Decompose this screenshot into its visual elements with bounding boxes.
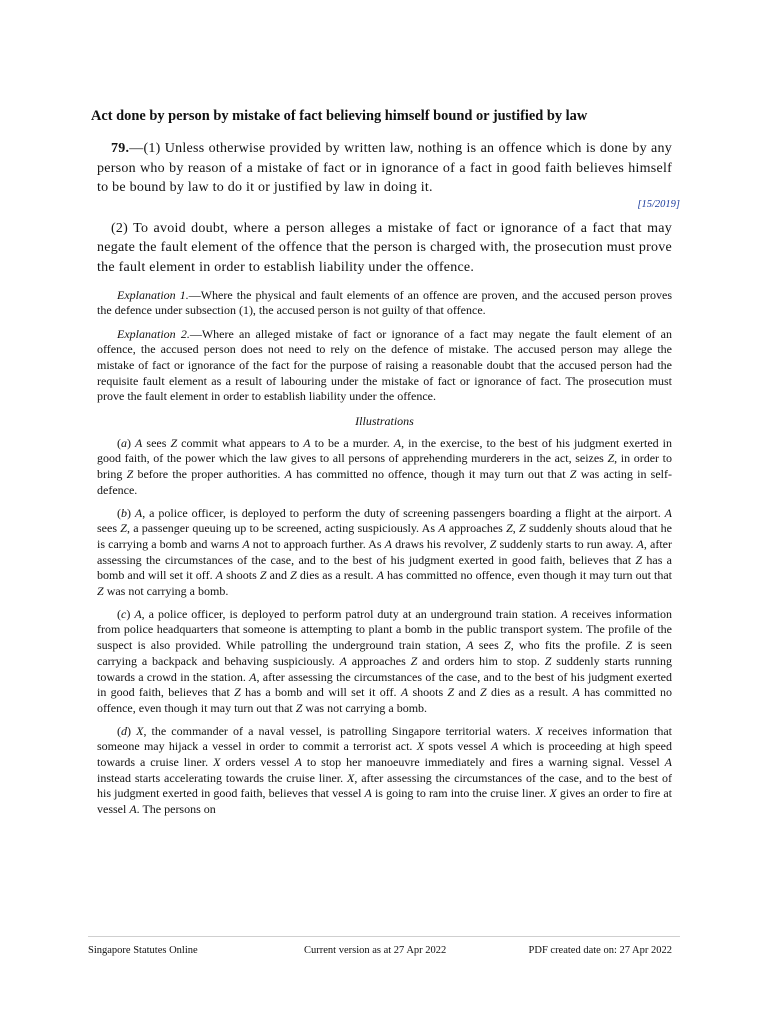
explanation-2-text: —Where an alleged mistake of fact or ignorance of a fact may negate the fault element of an offence, the accused person does not need to rely on the defence of mistake. The accused person may allege the mistake of fact or ignorance of the fact for the purpose of raising a reasonable doubt that the accused person had the requisite fault element as a result of labouring under the mistake of fact or ignorance of fact. The prosecution must prove the fault element in order to establish liability under the offence. xyxy=(97,326,672,404)
illustration-label: (a) xyxy=(117,435,136,450)
illustration-text: A, a police officer, is deployed to perform the duty of screening passengers boarding a flight at the airport. A sees Z, a passenger queuing up to be screened, acting suspiciously. As A approaches Z, Z suddenly shouts aloud that he is carrying a bomb and warns A not to approach further. As A draws his revolver, Z suddenly starts to run away. A, after assessing the circumstances of the case, and to the best of his judgment exerted in good faith, believes that Z has a bomb and will set it off. A shoots Z and Z dies as a result. A has committed no offence, even though it may turn out that Z was not carrying a bomb. xyxy=(97,505,673,599)
subsection-1-text: —(1) Unless otherwise provided by written law, nothing is an offence which is done by any person who by reason of a mistake of fact or in ignorance of a fact in good faith believes himself to be bound by law to do it or justified by law in doing it. xyxy=(97,141,672,196)
page-footer xyxy=(88,945,672,961)
explanation-2-label: Explanation 2. xyxy=(117,326,190,341)
subsection-2: (2) To avoid doubt, where a person alleges a mistake of fact or ignorance of a fact that may negate the fault element of the offence that the person is charged with, the prosecution must prove the fault element in order to establish liability under the offence. xyxy=(97,220,672,275)
illustration-a xyxy=(97,436,672,499)
illustration-label: (c) xyxy=(117,606,135,621)
explanation-1-text: —Where the physical and fault elements of an offence are proven, and the accused person proves the defence under subsection (1), the accused person is not guilty of that offence. xyxy=(97,287,672,318)
statute-page xyxy=(91,108,680,825)
illustration-text: A sees Z commit what appears to A to be a murder. A, in the exercise, to the best of his judgment exerted in good faith, of the power which the law gives to all persons of apprehending murderers in the act, seizes Z, in order to bring Z before the proper authorities. A has committed no offence, though it may turn out that Z was acting in self-defence. xyxy=(97,435,673,497)
explanation-1-label: Explanation 1. xyxy=(117,287,189,302)
explanation-1 xyxy=(97,288,672,319)
section-heading: Act done by person by mistake of fact believing himself bound or justified by law xyxy=(91,108,588,124)
section-number: 79. xyxy=(111,141,130,156)
subsection-1 xyxy=(97,139,672,198)
illustration-d xyxy=(97,724,672,818)
footer-version: Current version as at 27 Apr 2022 xyxy=(304,945,447,956)
explanation-2 xyxy=(97,327,672,405)
illustrations-title: Illustrations xyxy=(355,413,414,428)
illustrations-list xyxy=(97,436,672,818)
illustration-text: X, the commander of a naval vessel, is patrolling Singapore territorial waters. X receives information that someone may hijack a vessel in order to commit a terrorist act. X spots vessel A which is proceeding at high speed towards a cruise liner. X orders vessel A to stop her manoeuvre immediately and fires a warning signal. Vessel A instead starts accelerating towards the cruise liner. X, after assessing the circumstances of the case, and to the best of his judgment exerted in good faith, believes that vessel A is going to ram into the cruise liner. X gives an order to fire at vessel A. The persons on xyxy=(97,723,673,817)
footer-source: Singapore Statutes Online xyxy=(88,945,198,956)
footer-created-date: PDF created date on: 27 Apr 2022 xyxy=(528,945,672,956)
illustration-label: (d) xyxy=(117,723,137,738)
illustration-text: A, a police officer, is deployed to perform patrol duty at an underground train station. A receives information from police headquarters that someone is attempting to plant a bomb in the public transport system. The profile of the suspect is also provided. While patrolling the underground train station, A sees Z, who fits the profile. Z is seen carrying a backpack and behaving suspiciously. A approaches Z and orders him to stop. Z suddenly starts running towards a crowd in the station. A, after assessing the circumstances of the case, and to the best of his judgment exerted in good faith, believes that Z has a bomb and will set it off. A shoots Z and Z dies as a result. A has committed no offence, even though it may turn out that Z was not carrying a bomb. xyxy=(97,606,672,715)
illustration-b xyxy=(97,506,672,600)
amendment-reference[interactable]: [15/2019] xyxy=(637,198,680,210)
illustration-label: (b) xyxy=(117,505,135,520)
illustration-c xyxy=(97,607,672,717)
footer-divider xyxy=(88,936,680,937)
